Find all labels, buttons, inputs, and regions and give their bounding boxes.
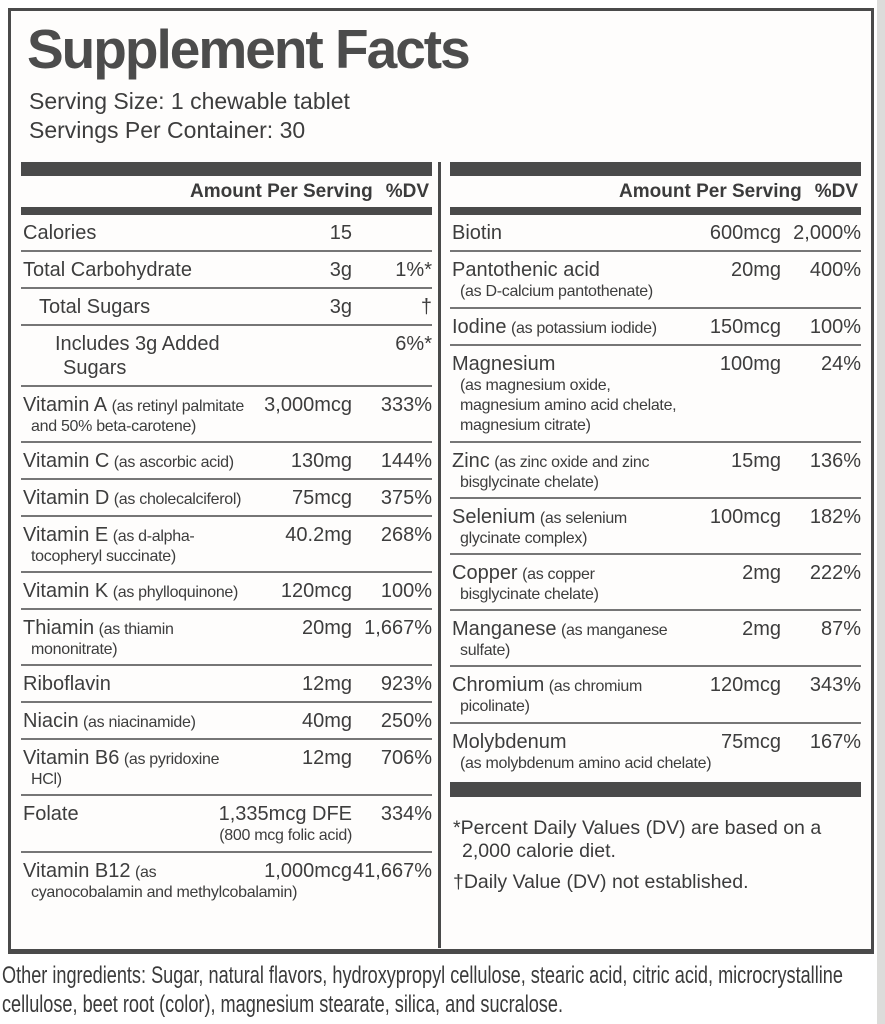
amount-value: 2mg <box>742 562 781 584</box>
dv-value: 100% <box>809 315 861 338</box>
row-added-sugars <box>21 324 432 385</box>
nutrient-name: Vitamin E <box>23 523 109 546</box>
nutrient-name: Copper <box>452 562 518 584</box>
nutrient-name: Total Carbohydrate <box>23 258 192 281</box>
dv-value: 706% <box>380 747 432 770</box>
amount-note: (800 mcg folic acid) <box>219 827 352 845</box>
nutrient-name: Iodine <box>452 315 507 338</box>
divider-bar <box>21 207 432 215</box>
amount-value: 15 <box>329 221 352 244</box>
row-vitamin-k <box>21 571 432 608</box>
supplement-facts-panel <box>8 8 874 954</box>
dv-value: 250% <box>380 710 432 733</box>
nutrient-name: Molybdenum <box>452 730 567 753</box>
nutrient-form: (as pyridoxine HCl) <box>31 751 220 789</box>
amount-value: 2mg <box>742 618 781 641</box>
amount-value: 12mg <box>301 747 352 770</box>
amount-value: 40mg <box>301 710 352 733</box>
nutrient-form: (as phylloquinone) <box>112 584 239 601</box>
nutrient-name: Magnesium <box>452 352 556 375</box>
amount-value: 600mcg <box>709 221 781 244</box>
nutrient-form: (as potassium iodide) <box>510 319 657 337</box>
dv-value: 6%* <box>395 332 432 355</box>
nutrient-name: Chromium <box>452 674 545 697</box>
column-header <box>450 176 861 207</box>
amount-value: 75mcg <box>291 486 352 509</box>
nutrient-name: Total Sugars <box>39 295 151 318</box>
row-folate <box>21 794 432 850</box>
dv-value: 400% <box>809 258 861 281</box>
row-calories <box>21 215 432 250</box>
row-biotin <box>450 215 861 250</box>
dv-value: 100% <box>380 580 432 602</box>
divider-bar <box>21 162 432 176</box>
amount-value: 100mg <box>719 352 781 375</box>
dv-value: 87% <box>820 618 861 641</box>
dv-value: 375% <box>380 486 432 509</box>
footnote-dagger: †Daily Value (DV) not established. <box>453 871 749 894</box>
dv-value: 268% <box>380 523 432 546</box>
dv-value: 1,667% <box>364 617 432 639</box>
nutrient-name: Manganese <box>452 618 557 641</box>
row-vitamin-d <box>21 478 432 515</box>
nutrient-name: Pantothenic acid <box>452 258 600 281</box>
nutrient-form: (as d-alpha-tocopheryl succinate) <box>31 527 195 565</box>
amount-value: 3g <box>329 295 352 318</box>
row-riboflavin <box>21 664 432 701</box>
nutrient-form: (as manganese sulfate) <box>460 622 668 660</box>
row-niacin <box>21 701 432 738</box>
nutrient-form-note: cyanocobalamin and methylcobalamin) <box>31 883 298 901</box>
dv-value: 41,667% <box>353 859 432 882</box>
amount-value: 20mg <box>730 258 781 281</box>
row-total-sugars <box>21 287 432 324</box>
amount-value: 12mg <box>301 673 352 696</box>
nutrient-form: (as <box>134 863 157 881</box>
row-magnesium <box>450 344 861 441</box>
dv-header: %DV <box>385 180 429 202</box>
nutrient-name: Vitamin A <box>23 393 108 416</box>
nutrient-name: Folate <box>23 803 79 826</box>
facts-table <box>21 162 861 948</box>
nutrient-name: Riboflavin <box>23 673 111 696</box>
nutrient-name: Vitamin C <box>23 449 110 472</box>
row-zinc <box>450 441 861 497</box>
dv-value: 24% <box>820 352 861 375</box>
nutrient-form-note: (as magnesium oxide, magnesium amino acid chelate, magnesium citrate) <box>460 376 677 434</box>
nutrient-form: (as cholecalciferol) <box>113 490 242 508</box>
other-ingredients-section <box>2 962 885 1022</box>
facts-column-right <box>438 162 861 948</box>
other-ingredients-text: Other ingredients: Sugar, natural flavors, hydroxypropyl cellulose, stearic acid, citric acid, microcrystalline cellulose, beet root (color), magnesium stearate, silica, and sucralose. <box>2 962 843 1018</box>
nutrient-form: (as niacinamide) <box>83 714 196 732</box>
nutrient-form: (as thiamin mononitrate) <box>31 621 174 658</box>
dv-value: 333% <box>380 393 432 416</box>
row-vitamin-a <box>21 385 432 441</box>
row-pantothenic-acid <box>450 250 861 307</box>
row-copper <box>450 553 861 609</box>
dv-value: † <box>420 295 432 318</box>
nutrient-name: Includes 3g Added Sugars <box>55 332 220 379</box>
dv-value: 144% <box>380 449 432 472</box>
divider-bar <box>450 207 861 215</box>
panel-header <box>11 11 871 150</box>
dv-value: 923% <box>380 673 432 696</box>
amount-value: 1,335mcg DFE <box>218 803 352 826</box>
row-iodine <box>450 307 861 344</box>
nutrient-name: Niacin <box>23 710 79 733</box>
amount-value: 120mcg <box>709 674 781 697</box>
amount-per-serving-header: Amount Per Serving <box>619 180 802 202</box>
row-manganese <box>450 609 861 665</box>
amount-value: 20mg <box>301 617 352 639</box>
row-vitamin-b6 <box>21 738 432 794</box>
dv-value: 343% <box>809 674 861 697</box>
nutrient-form: (as chromium picolinate) <box>460 678 643 716</box>
nutrient-form: (as copper bisglycinate chelate) <box>460 566 599 603</box>
nutrient-name: Thiamin <box>23 617 95 639</box>
nutrient-form: (as zinc oxide and zinc bisglycinate chelate) <box>460 453 650 491</box>
nutrient-form-note: (as D-calcium pantothenate) <box>460 282 653 300</box>
dv-value: 1%* <box>395 258 432 281</box>
footnotes <box>450 797 861 895</box>
dv-header: %DV <box>814 180 858 202</box>
row-vitamin-b12 <box>21 851 432 908</box>
serving-size-line: Serving Size: 1 chewable tablet <box>29 87 350 114</box>
row-chromium <box>450 665 861 721</box>
amount-value: 3g <box>329 258 352 281</box>
nutrient-name: Selenium <box>452 505 536 528</box>
amount-value: 75mcg <box>720 730 781 753</box>
row-molybdenum <box>450 722 861 779</box>
amount-value: 15mg <box>730 449 781 472</box>
nutrient-name: Vitamin B12 <box>23 859 131 882</box>
nutrient-name: Biotin <box>452 221 503 244</box>
amount-per-serving-header: Amount Per Serving <box>190 180 373 202</box>
nutrient-name: Calories <box>23 221 97 244</box>
column-header <box>21 176 432 207</box>
row-selenium <box>450 497 861 553</box>
nutrient-form: (as selenium glycinate complex) <box>460 509 627 547</box>
amount-value: 120mcg <box>280 580 352 602</box>
nutrient-form-note: (as molybdenum amino acid chelate) <box>460 754 712 772</box>
amount-value: 1,000mcg <box>264 859 352 882</box>
divider-bar <box>450 162 861 176</box>
dv-value: 334% <box>380 803 432 826</box>
dv-value: 136% <box>809 449 861 472</box>
divider-bar <box>450 782 861 797</box>
nutrient-name: Vitamin B6 <box>23 747 120 770</box>
facts-column-left <box>21 162 438 948</box>
nutrient-form: (as ascorbic acid) <box>113 453 234 471</box>
nutrient-name: Vitamin D <box>23 486 110 509</box>
dv-value: 222% <box>809 562 861 584</box>
nutrient-form: (as retinyl palmitate and 50% beta-carotene) <box>31 397 244 435</box>
page-edge-shadow <box>877 0 885 1024</box>
row-thiamin <box>21 608 432 664</box>
amount-value: 40.2mg <box>285 523 352 546</box>
nutrient-name: Vitamin K <box>23 580 109 602</box>
panel-title: Supplement Facts <box>27 18 469 80</box>
amount-value: 130mg <box>290 449 352 472</box>
dv-value: 2,000% <box>793 221 861 244</box>
row-vitamin-e <box>21 515 432 571</box>
amount-value: 150mcg <box>709 315 781 338</box>
nutrient-name: Zinc <box>452 449 490 472</box>
dv-value: 167% <box>809 730 861 753</box>
amount-value: 3,000mcg <box>264 393 352 416</box>
row-vitamin-c <box>21 441 432 478</box>
row-total-carbohydrate <box>21 250 432 287</box>
amount-value: 100mcg <box>709 505 781 528</box>
footnote-percent-dv: *Percent Daily Values (DV) are based on a 2,000 calorie diet. <box>453 816 822 863</box>
dv-value: 182% <box>809 505 861 528</box>
servings-per-container-line: Servings Per Container: 30 <box>29 117 306 144</box>
